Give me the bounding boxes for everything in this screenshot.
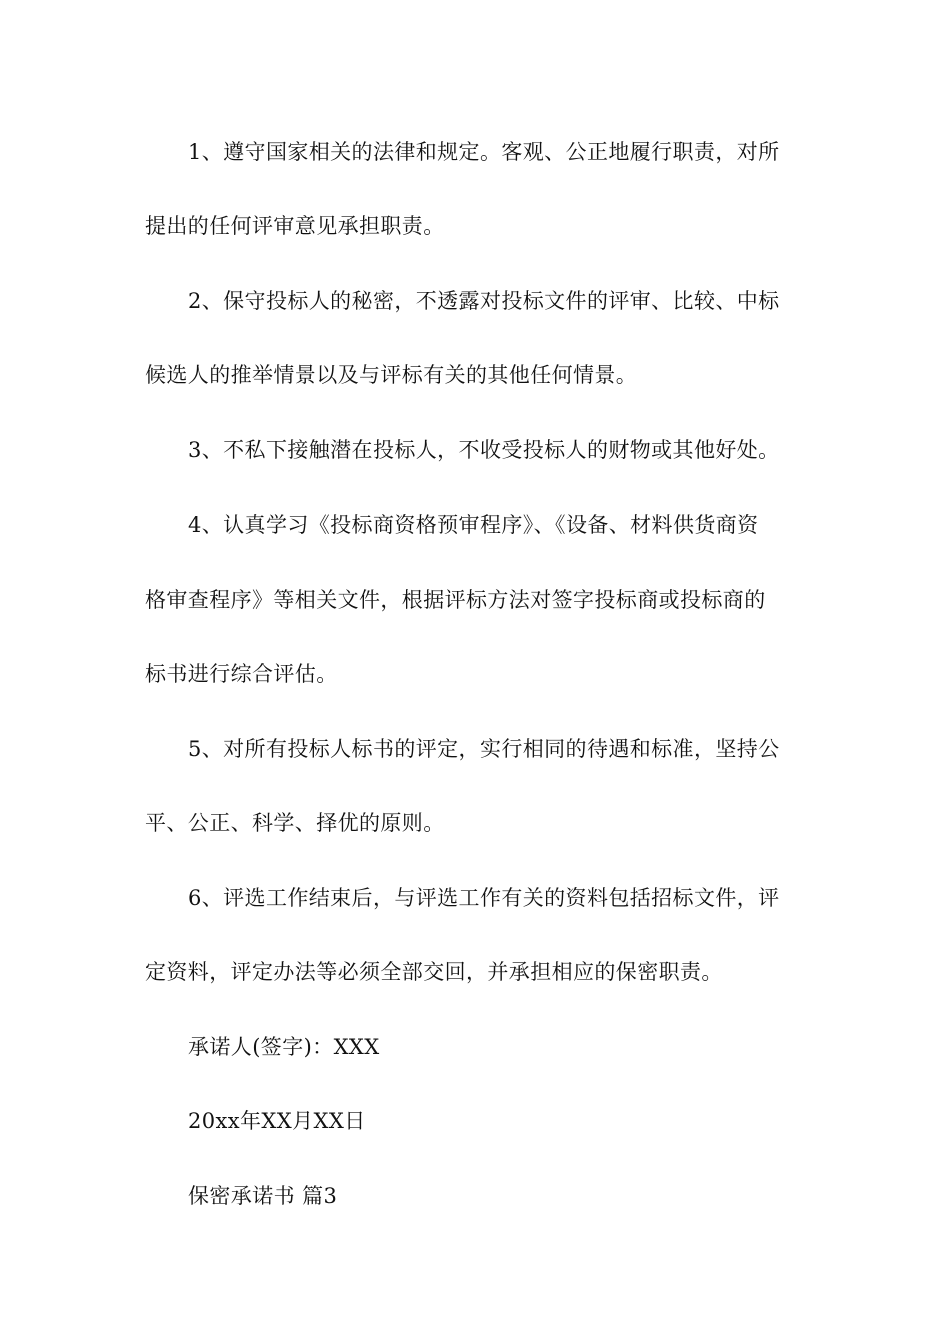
clause-5-line-1: 5、对所有投标人标书的评定，实行相同的待遇和标准，坚持公	[188, 737, 780, 761]
clause-2-line-1: 2、保守投标人的秘密，不透露对投标文件的评审、比较、中标	[188, 289, 780, 313]
clause-5-line-2: 平、公正、科学、择优的原则。	[145, 811, 445, 835]
clause-4-line-2: 格审查程序》等相关文件，根据评标方法对签字投标商或投标商的	[145, 588, 766, 612]
section-heading: 保密承诺书 篇3	[188, 1184, 338, 1208]
clause-3-line-1: 3、不私下接触潜在投标人，不收受投标人的财物或其他好处。	[188, 438, 780, 462]
clause-1-line-1: 1、遵守国家相关的法律和规定。客观、公正地履行职责，对所	[188, 140, 780, 164]
clause-4-line-1: 4、认真学习《投标商资格预审程序》、《设备、材料供货商资	[188, 513, 759, 537]
clause-6-line-1: 6、评选工作结束后，与评选工作有关的资料包括招标文件，评	[188, 886, 780, 910]
signature-line: 承诺人(签字)：XXX	[188, 1035, 380, 1059]
clause-2-line-2: 候选人的推举情景以及与评标有关的其他任何情景。	[145, 363, 638, 387]
clause-1-line-2: 提出的任何评审意见承担职责。	[145, 214, 445, 238]
date-line: 20xx年XX月XX日	[188, 1109, 366, 1133]
clause-4-line-3: 标书进行综合评估。	[145, 662, 338, 686]
clause-6-line-2: 定资料，评定办法等必须全部交回，并承担相应的保密职责。	[145, 960, 723, 984]
